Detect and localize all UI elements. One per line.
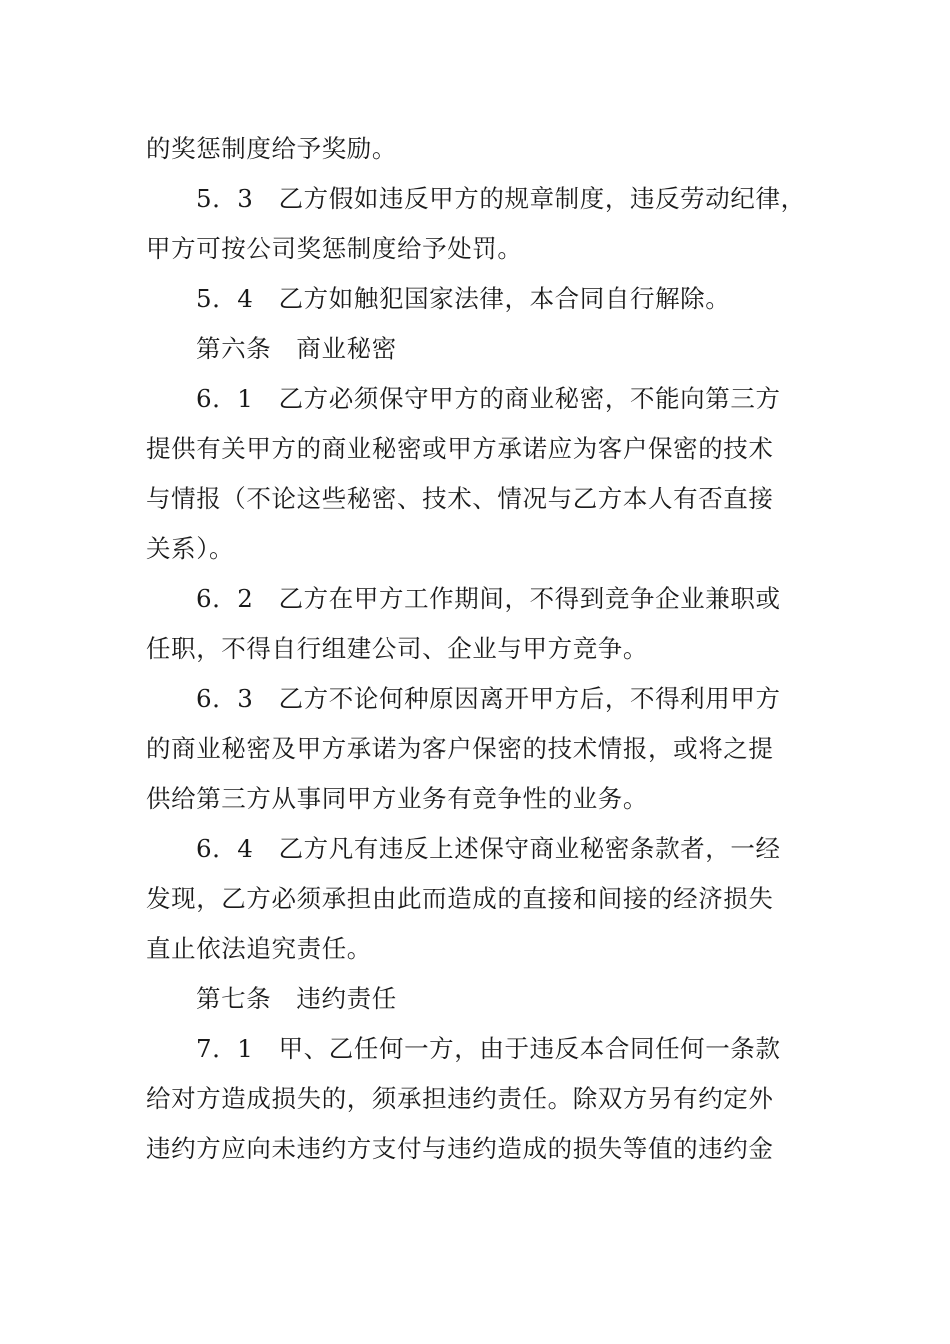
article-6-heading: 第六条 商业秘密: [196, 334, 397, 363]
paragraph-line: 给对方造成损失的，须承担违约责任。除双方另有约定外: [146, 1084, 774, 1113]
clause-6-4-line: 6．4 乙方凡有违反上述保守商业秘密条款者，一经: [196, 834, 781, 863]
paragraph-line: 供给第三方从事同甲方业务有竞争性的业务。: [146, 784, 648, 813]
clause-5-3-line: 5．3 乙方假如违反甲方的规章制度，违反劳动纪律，: [196, 184, 806, 213]
paragraph-line: 与情报（不论这些秘密、技术、情况与乙方本人有否直接: [146, 484, 774, 513]
paragraph-line: 的商业秘密及甲方承诺为客户保密的技术情报，或将之提: [146, 734, 774, 763]
clause-5-4-line: 5．4 乙方如触犯国家法律，本合同自行解除。: [196, 284, 731, 313]
clause-6-2-line: 6．2 乙方在甲方工作期间，不得到竞争企业兼职或: [196, 584, 781, 613]
paragraph-line: 甲方可按公司奖惩制度给予处罚。: [146, 234, 523, 263]
paragraph-line: 的奖惩制度给予奖励。: [146, 134, 397, 163]
paragraph-line: 任职，不得自行组建公司、企业与甲方竞争。: [146, 634, 648, 663]
article-7-heading: 第七条 违约责任: [196, 984, 397, 1013]
clause-6-1-line: 6．1 乙方必须保守甲方的商业秘密，不能向第三方: [196, 384, 781, 413]
paragraph-line: 关系）。: [146, 534, 235, 563]
clause-7-1-line: 7．1 甲、乙任何一方，由于违反本合同任何一条款: [196, 1034, 781, 1063]
paragraph-line: 提供有关甲方的商业秘密或甲方承诺应为客户保密的技术: [146, 434, 774, 463]
paragraph-line: 违约方应向未违约方支付与违约造成的损失等值的违约金: [146, 1134, 774, 1163]
paragraph-line: 发现，乙方必须承担由此而造成的直接和间接的经济损失: [146, 884, 774, 913]
clause-6-3-line: 6．3 乙方不论何种原因离开甲方后，不得利用甲方: [196, 684, 781, 713]
paragraph-line: 直止依法追究责任。: [146, 934, 372, 963]
